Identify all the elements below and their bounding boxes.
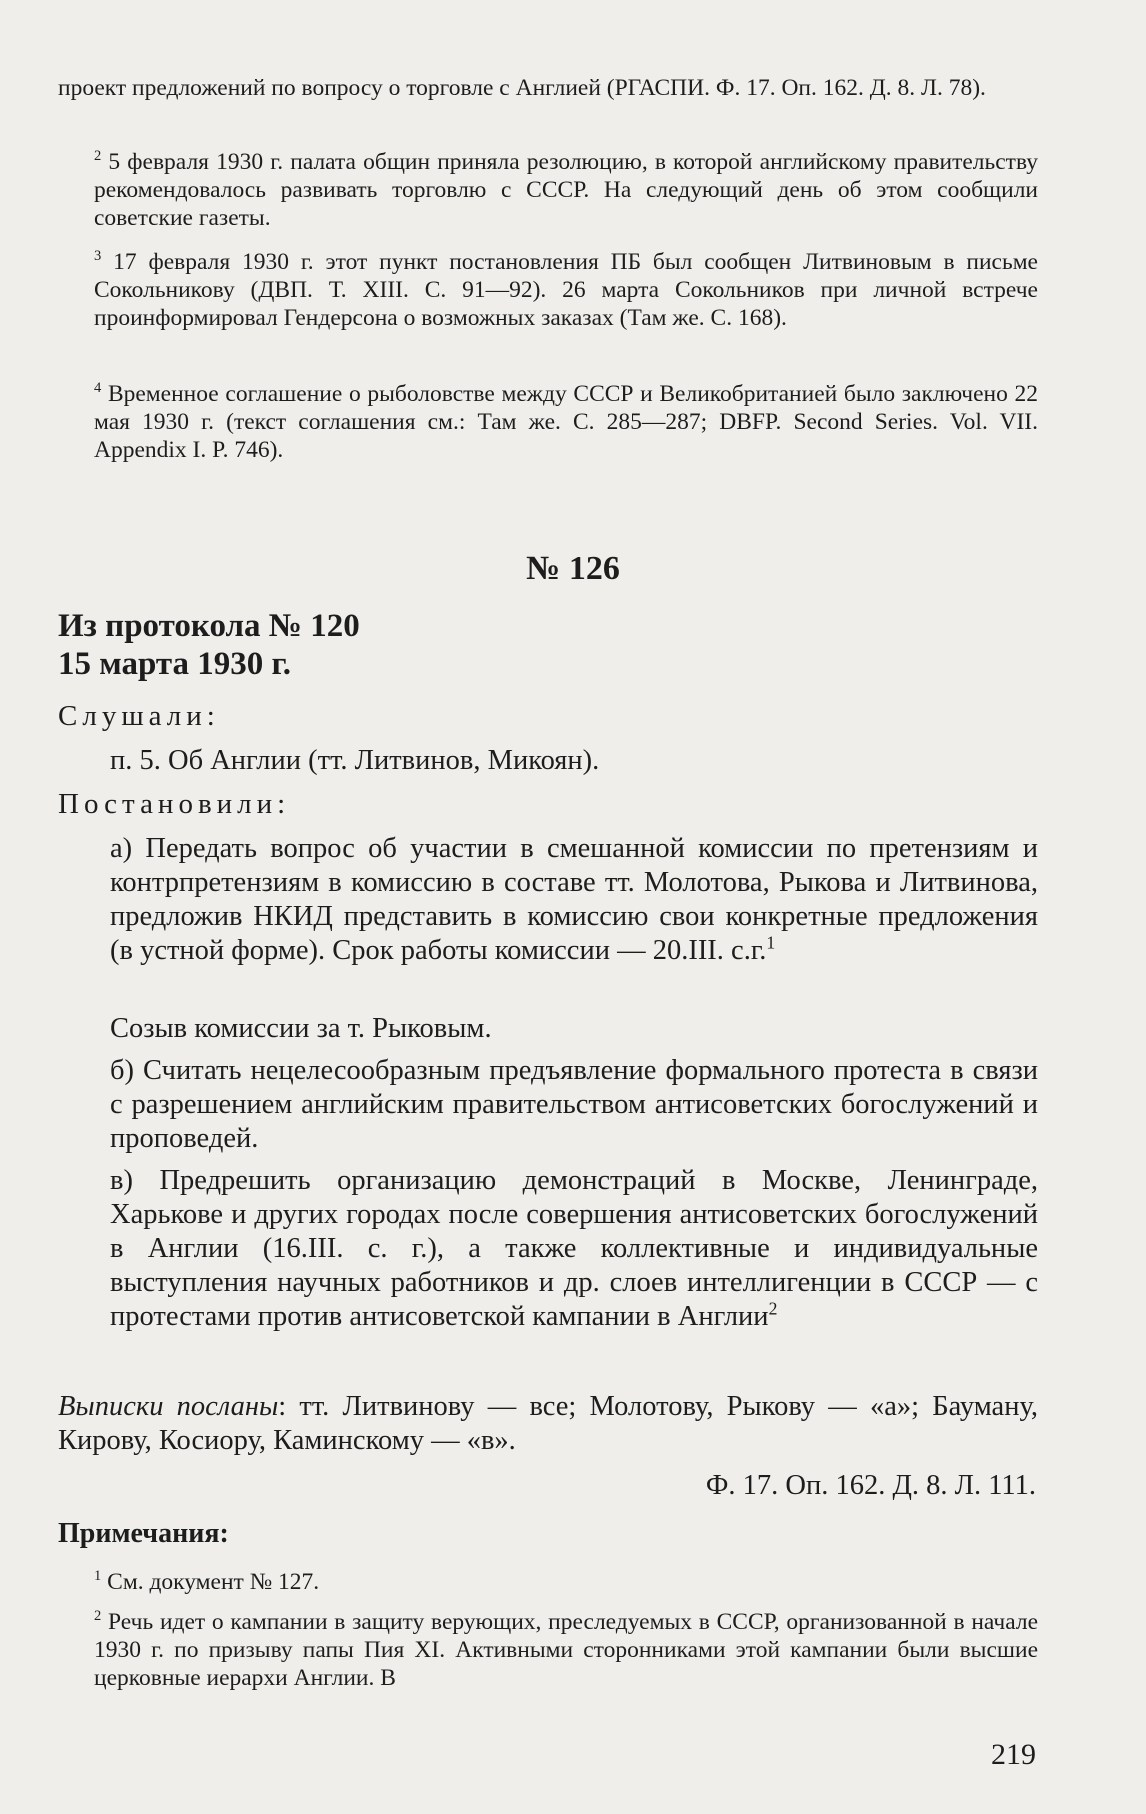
page-number: 219 (991, 1738, 1036, 1771)
note-1: $^1$ См. документ № 127. (94, 1568, 320, 1595)
paragraph-convene: Созыв комиссии за т. Рыковым. (110, 1013, 492, 1044)
footnote-4: $^4$ Временное соглашение о рыболовстве между СССР и Великобританией было заключено 22 мая 1930 г. (текст соглашения см.: Там же. С. 285—287; DBFP. Second Series. Vol. VII. Appendix I. P. 746). (94, 380, 1039, 463)
document-heading-date: 15 марта 1930 г. (58, 646, 292, 682)
footnote-continued: проект предложений по вопросу о торговле с Англией (РГАСПИ. Ф. 17. Оп. 162. Д. 8. Л. 78). (58, 75, 986, 101)
heard-item: п. 5. Об Англии (тт. Литвинов, Микоян). (110, 745, 600, 776)
footnote-2: $^2$ 5 февраля 1930 г. палата общин приняла резолюцию, в которой английскому правительству рекомендовалось развивать торговлю с СССР. На следующий день об этом сообщили советские газеты. (94, 148, 1038, 231)
paragraph-b: б) Считать нецелесообразным предъявление формального протеста в связи с разрешением английским правительством антисоветских богослужений и проповедей. (110, 1055, 1038, 1154)
document-heading-title: Из протокола № 120 (58, 608, 360, 644)
decided-label: Постановили: (58, 788, 291, 820)
document-number: № 126 (526, 550, 620, 587)
footnote-3: $^3$ 17 февраля 1930 г. этот пункт постановления ПБ был сообщен Литвиновым в письме Сокольникову (ДВП. Т. XIII. С. 91—92). 26 марта Сокольников при личной встрече проинформировал Гендерсона о возможных заказах (Там же. С. 168). (94, 248, 1038, 331)
notes-heading: Примечания: (58, 1518, 229, 1549)
extracts-sent: Выписки посланы: тт. Литвинову — все; Молотову, Рыкову — «а»; Бауману, Кирову, Косиору, Каминскому — «в». (58, 1391, 1038, 1456)
note-2: $^2$ Речь идет о кампании в защиту верующих, преследуемых в СССР, организованной в начале 1930 г. по призыву папы Пия XI. Активными сторонниками этой кампании были высшие церковные иерархи Англии. В (94, 1608, 1039, 1691)
paragraph-a: а) Передать вопрос об участии в смешанной комиссии по претензиям и контрпретензиям в комиссию в составе тт. Молотова, Рыкова и Литвинова, предложив НКИД представить в комиссию свои конкретные предложения (в устной форме). Срок работы комиссии — 20.III. с.г.$^1$ (110, 833, 1038, 966)
paragraph-v: в) Предрешить организацию демонстраций в Москве, Ленинграде, Харькове и других городах после совершения антисоветских богослужений в Англии (16.III. с. г.), а также коллективные и индивидуальные выступления научных работников и др. слоев интеллигенции в СССР — с протестами против антисоветской кампании в Англии$^2$ (110, 1165, 1038, 1332)
archive-reference: Ф. 17. Оп. 162. Д. 8. Л. 111. (705, 1470, 1036, 1501)
heard-label: Слушали: (58, 700, 220, 732)
